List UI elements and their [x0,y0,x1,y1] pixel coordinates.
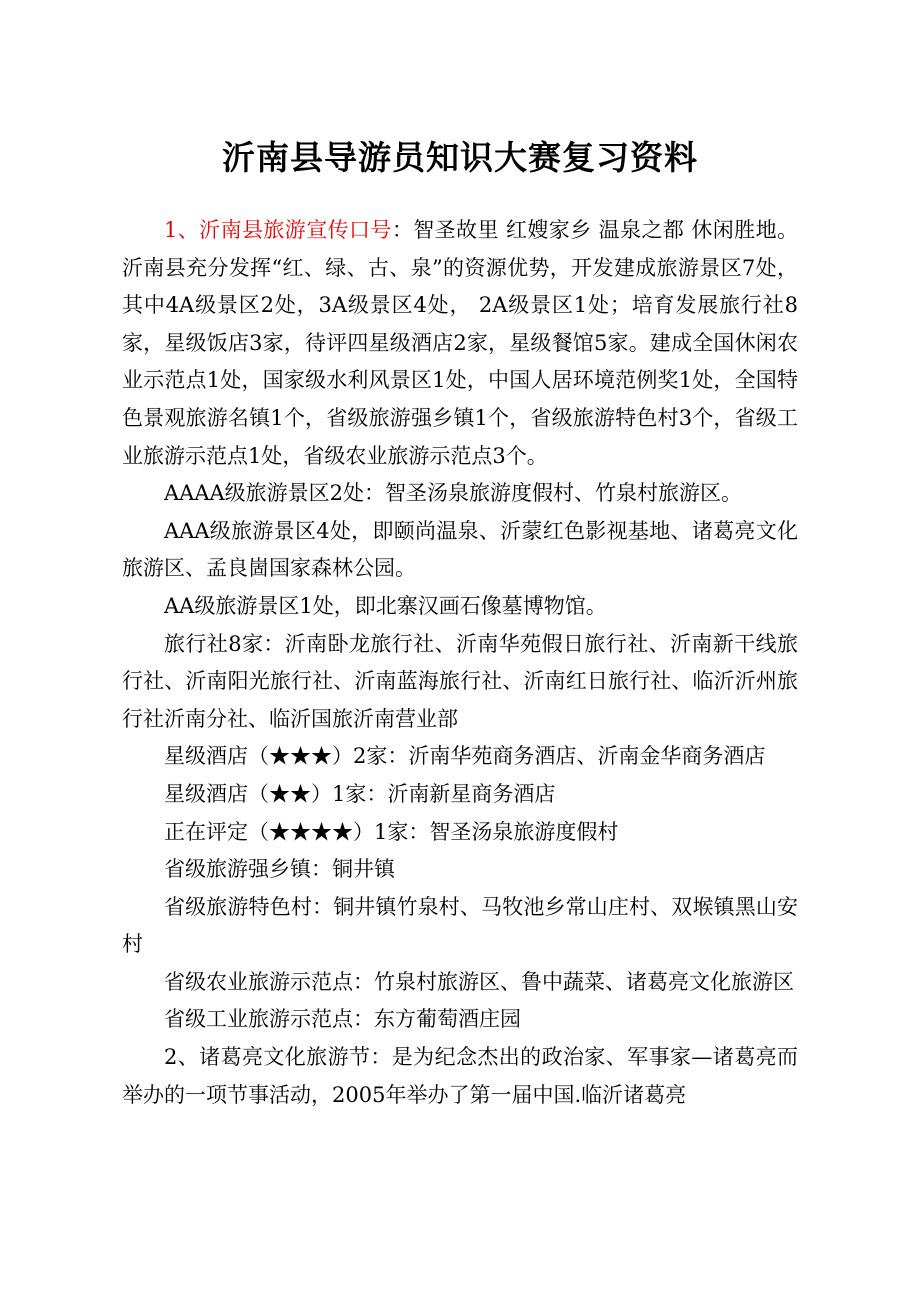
slogan-text: 智圣故里 红嫂家乡 温泉之都 休闲胜地。沂南县充分发挥“红、绿、古、泉”的资源优势，开发建成旅游景区7处，其中4A级景区2处，3A级景区4处， 2A级景区1处；培育发展旅行社8家，星级饭店3家，待评四星级酒店2家，星级餐馆5家。建成全国休闲农业示范点1处，国家级水利风景区1处，中国人居环境范例奖1处，全国特色景观旅游名镇1个，省级旅游强乡镇1个，省级旅游特色村3个，省级工业旅游示范点1处，省级农业旅游示范点3个。 [122,218,798,468]
paragraph-three-star-hotels: 星级酒店（★★★）2家：沂南华苑商务酒店、沂南金华商务酒店 [164,744,766,769]
paragraph-tourism-villages: 省级旅游特色村：铜井镇竹泉村、马牧池乡常山庄村、双堠镇黑山安村 [122,894,798,957]
paragraph-travel-agencies: 旅行社8家：沂南卧龙旅行社、沂南华苑假日旅行社、沂南新干线旅行社、沂南阳光旅行社、沂南蓝海旅行社、沂南红日旅行社、临沂沂州旅行社沂南分社、临沂国旅沂南营业部 [122,631,798,731]
paragraph-aaa-scenic-areas: AAA级旅游景区4处，即颐尚温泉、沂蒙红色影视基地、诸葛亮文化旅游区、孟良崮国家森林公园。 [122,518,798,581]
paragraph-industrial-tourism: 省级工业旅游示范点：东方葡萄酒庄园 [164,1007,521,1032]
paragraph-tourism-town: 省级旅游强乡镇：铜井镇 [164,857,395,882]
document-body [122,212,798,1114]
paragraph-two-star-hotels: 星级酒店（★★）1家：沂南新星商务酒店 [164,781,556,806]
paragraph-zhuge-festival: 2、诸葛亮文化旅游节：是为纪念杰出的政治家、军事家—诸葛亮而举办的一项节事活动，2005年举办了第一届中国.临沂诸葛亮 [122,1045,798,1107]
paragraph-slogan [122,212,798,475]
paragraph-aaaa-scenic-areas: AAAA级旅游景区2处：智圣汤泉旅游度假村、竹泉村旅游区。 [164,481,743,506]
slogan-colon: ： [391,218,414,242]
paragraph-four-star-pending: 正在评定（★★★★）1家：智圣汤泉旅游度假村 [164,819,619,844]
slogan-heading: 1、沂南县旅游宣传口号 [164,218,392,242]
paragraph-aa-scenic-areas: AA级旅游景区1处，即北寨汉画石像墓博物馆。 [164,593,607,618]
document-title: 沂南县导游员知识大赛复习资料 [222,138,698,177]
paragraph-agri-tourism: 省级农业旅游示范点：竹泉村旅游区、鲁中蔬菜、诸葛亮文化旅游区 [164,969,794,994]
